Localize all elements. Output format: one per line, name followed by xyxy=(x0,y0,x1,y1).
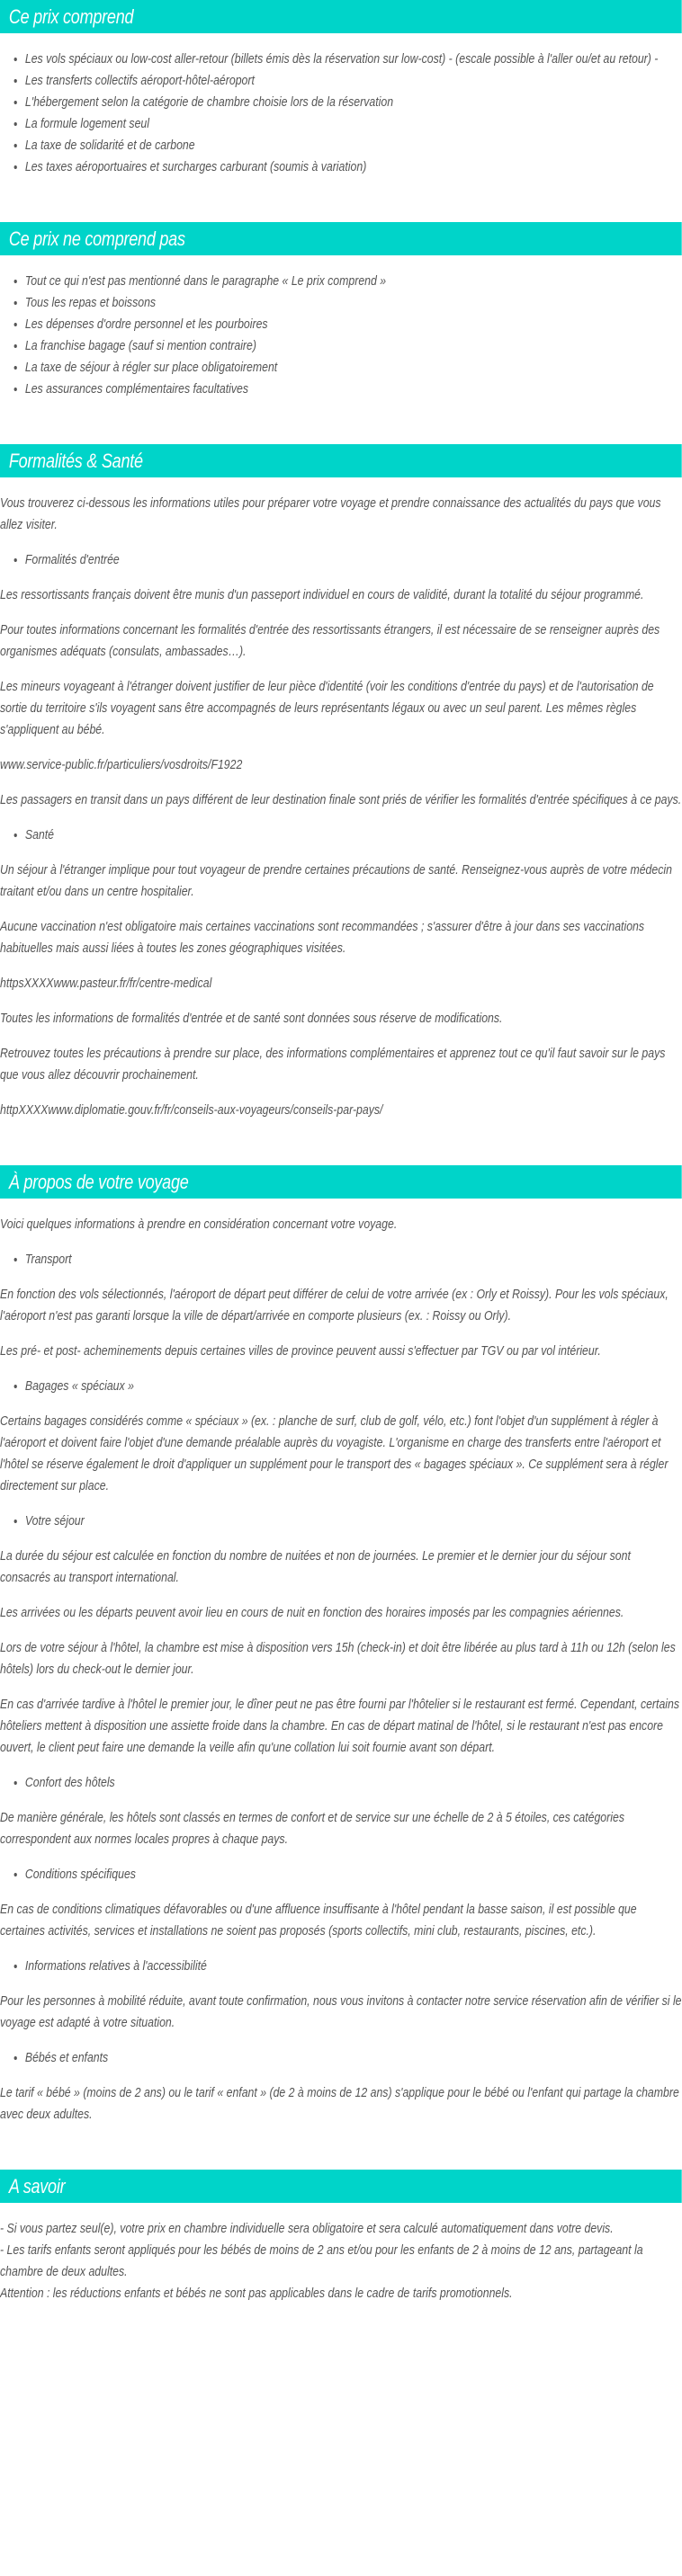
paragraph: En cas de conditions climatiques défavorables ou d'une affluence insuffisante à l'hôtel pendant la basse saison, il est possible que certaines activités, services et installations ne soient pas proposés (sports collectifs, mini club, restaurants, piscines, etc.). xyxy=(0,1902,637,1939)
list-item: • La franchise bagage (sauf si mention contraire) xyxy=(25,335,682,357)
subheading-item: • Confort des hôtels xyxy=(25,1772,682,1794)
subheading-bullet xyxy=(0,2047,682,2069)
paragraph: Les mineurs voyageant à l'étranger doivent justifier de leur pièce d'identité (voir les conditions d'entrée du pays) et de l'autorisation de sortie du territoire s'ils voyagent sans être accompagnés de leurs représentants légaux ou avec un seul parent. Les mêmes règles s'appliquent au bébé. xyxy=(0,679,654,737)
paragraph: Pour les personnes à mobilité réduite, avant toute confirmation, nous vous invitons à contacter notre service réservation afin de vérifier si le voyage est adapté à votre situation. xyxy=(0,1993,682,2030)
paragraph xyxy=(0,2218,682,2304)
subheading-item: • Votre séjour xyxy=(25,1511,682,1532)
bullet-list xyxy=(0,271,682,400)
paragraph: Le tarif « bébé » (moins de 2 ans) ou le tarif « enfant » (de 2 à moins de 12 ans) s'applique pour le bébé ou l'enfant qui partage la chambre avec deux adultes. xyxy=(0,2085,679,2122)
subheading-bullet xyxy=(0,1376,682,1397)
subheading-item: • Bagages « spéciaux » xyxy=(25,1376,682,1397)
list-item: • L'hébergement selon la catégorie de chambre choisie lors de la réservation xyxy=(25,92,682,113)
paragraph: Les arrivées ou les départs peuvent avoir lieu en cours de nuit en fonction des horaires imposés par les compagnies aériennes. xyxy=(0,1605,624,1620)
subheading-bullet xyxy=(0,1864,682,1885)
paragraph: Lors de votre séjour à l'hôtel, la chambre est mise à disposition vers 15h (check-in) et doit être libérée au plus tard à 11h ou 12h (selon les hôtels) lors du check-out le dernier jour. xyxy=(0,1640,676,1677)
paragraph: De manière générale, les hôtels sont classés en termes de confort et de service sur une échelle de 2 à 5 étoiles, ces catégories correspondent aux normes locales propres à chaque pays. xyxy=(0,1810,624,1847)
subheading-item: • Conditions spécifiques xyxy=(25,1864,682,1885)
list-item: • La taxe de séjour à régler sur place obligatoirement xyxy=(25,357,682,379)
subheading-bullet xyxy=(0,1772,682,1794)
text-line: Attention : les réductions enfants et bébés ne sont pas applicables dans le cadre de tarifs promotionnels. xyxy=(0,2286,513,2301)
list-item: • Les taxes aéroportuaires et surcharges carburant (soumis à variation) xyxy=(25,156,682,178)
section-non-inclus xyxy=(0,222,682,400)
section-header: Formalités & Santé xyxy=(0,444,682,477)
paragraph: Retrouvez toutes les précautions à prendre sur place, des informations complémentaires et apprenez tout ce qu'il faut savoir sur le pays que vous allez découvrir prochainement. xyxy=(0,1046,666,1083)
text-line: - Si vous partez seul(e), votre prix en chambre individuelle sera obligatoire et sera calculé automatiquement dans votre devis. xyxy=(0,2221,614,2236)
subheading-item: • Transport xyxy=(25,1249,682,1270)
paragraph: Les ressortissants français doivent être munis d'un passeport individuel en cours de validité, durant la totalité du séjour programmé. xyxy=(0,587,644,602)
paragraph: La durée du séjour est calculée en fonction du nombre de nuitées et non de journées. Le premier et le dernier jour du séjour sont consacrés au transport international. xyxy=(0,1548,631,1585)
subheading-item: • Bébés et enfants xyxy=(25,2047,682,2069)
subheading-bullet xyxy=(0,549,682,571)
subheading-bullet xyxy=(0,824,682,846)
subheading-bullet xyxy=(0,1956,682,1977)
bullet-list xyxy=(0,49,682,178)
subheading-item: • Informations relatives à l'accessibilité xyxy=(25,1956,682,1977)
section-header: Ce prix ne comprend pas xyxy=(0,222,682,255)
paragraph: httpXXXXwww.diplomatie.gouv.fr/fr/conseils-aux-voyageurs/conseils-par-pays/ xyxy=(0,1102,383,1118)
paragraph: Toutes les informations de formalités d'entrée et de santé sont données sous réserve de modifications. xyxy=(0,1011,503,1026)
paragraph: httpsXXXXwww.pasteur.fr/fr/centre-medical xyxy=(0,976,212,991)
text-line: - Les tarifs enfants seront appliqués pour les bébés de moins de 2 ans et/ou pour les enfants de 2 à moins de 12 ans, partageant la chambre de deux adultes. xyxy=(0,2242,643,2279)
section-header: Ce prix comprend xyxy=(0,0,682,33)
subheading-bullet xyxy=(0,1511,682,1532)
list-item: • La taxe de solidarité et de carbone xyxy=(25,135,682,156)
list-item: • La formule logement seul xyxy=(25,113,682,135)
paragraph: Un séjour à l'étranger implique pour tout voyageur de prendre certaines précautions de santé. Renseignez-vous auprès de votre médecin traitant et/ou dans un centre hospitalier. xyxy=(0,862,672,899)
paragraph: En cas d'arrivée tardive à l'hôtel le premier jour, le dîner peut ne pas être fourni par l'hôtelier si le restaurant est fermé. Cependant, certains hôteliers mettent à disposition une assiette froide dans la chambre. En cas de départ matinal de l'hôtel, si le restaurant n'est pas encore ouvert, le client peut faire une demande la veille afin qu'une collation lui soit fournie avant son départ. xyxy=(0,1697,680,1755)
section-a-savoir xyxy=(0,2170,682,2304)
paragraph: Les pré- et post- acheminements depuis certaines villes de province peuvent aussi s'effectuer par TGV ou par vol intérieur. xyxy=(0,1343,601,1359)
paragraph: Vous trouverez ci-dessous les informations utiles pour préparer votre voyage et prendre connaissance des actualités du pays que vous allez visiter. xyxy=(0,495,661,532)
subheading-bullet xyxy=(0,1249,682,1270)
section-header: À propos de votre voyage xyxy=(0,1165,682,1199)
paragraph: En fonction des vols sélectionnés, l'aéroport de départ peut différer de celui de votre arrivée (ex : Orly et Roissy). Pour les vols spéciaux, l'aéroport n'est pas garanti lorsque la ville de départ/arrivée en comporte plusieurs (ex. : Roissy ou Orly). xyxy=(0,1287,669,1324)
section-voyage xyxy=(0,1165,682,2126)
paragraph: Certains bagages considérés comme « spéciaux » (ex. : planche de surf, club de golf, vélo, etc.) font l'objet d'un supplément à régler à l'aéroport et doivent faire l'objet d'une demande préalable auprès du voyagiste. L'organisme en charge des transferts entre l'aéroport et l'hôtel se réserve également le droit d'appliquer un supplément pour le transport des « bagages spéciaux ». Ce supplément sera à régler directement sur place. xyxy=(0,1413,669,1493)
list-item: • Tous les repas et boissons xyxy=(25,292,682,314)
section-inclus xyxy=(0,0,682,178)
list-item: • Les transferts collectifs aéroport-hôtel-aéroport xyxy=(25,70,682,92)
list-item: • Tout ce qui n'est pas mentionné dans le paragraphe « Le prix comprend » xyxy=(25,271,682,292)
paragraph: Aucune vaccination n'est obligatoire mais certaines vaccinations sont recommandées ; s'assurer d'être à jour dans ses vaccinations habituelles mais aussi liées à toutes les zones géographiques visitées. xyxy=(0,919,645,956)
list-item: • Les vols spéciaux ou low-cost aller-retour (billets émis dès la réservation sur low-cost) - (escale possible à l'aller ou/et au retour) - xyxy=(25,49,682,70)
paragraph: www.service-public.fr/particuliers/vosdroits/F1922 xyxy=(0,757,243,772)
section-header: A savoir xyxy=(0,2170,682,2203)
list-item: • Les assurances complémentaires facultatives xyxy=(25,379,682,400)
subheading-item: • Formalités d'entrée xyxy=(25,549,682,571)
paragraph: Pour toutes informations concernant les formalités d'entrée des ressortissants étrangers, il est nécessaire de se renseigner auprès des organismes adéquats (consulats, ambassades…). xyxy=(0,622,660,659)
section-formalites xyxy=(0,444,682,1121)
subheading-item: • Santé xyxy=(25,824,682,846)
list-item: • Les dépenses d'ordre personnel et les pourboires xyxy=(25,314,682,335)
paragraph: Voici quelques informations à prendre en considération concernant votre voyage. xyxy=(0,1217,398,1232)
paragraph: Les passagers en transit dans un pays différent de leur destination finale sont priés de vérifier les formalités d'entrée spécifiques à ce pays. xyxy=(0,792,682,807)
